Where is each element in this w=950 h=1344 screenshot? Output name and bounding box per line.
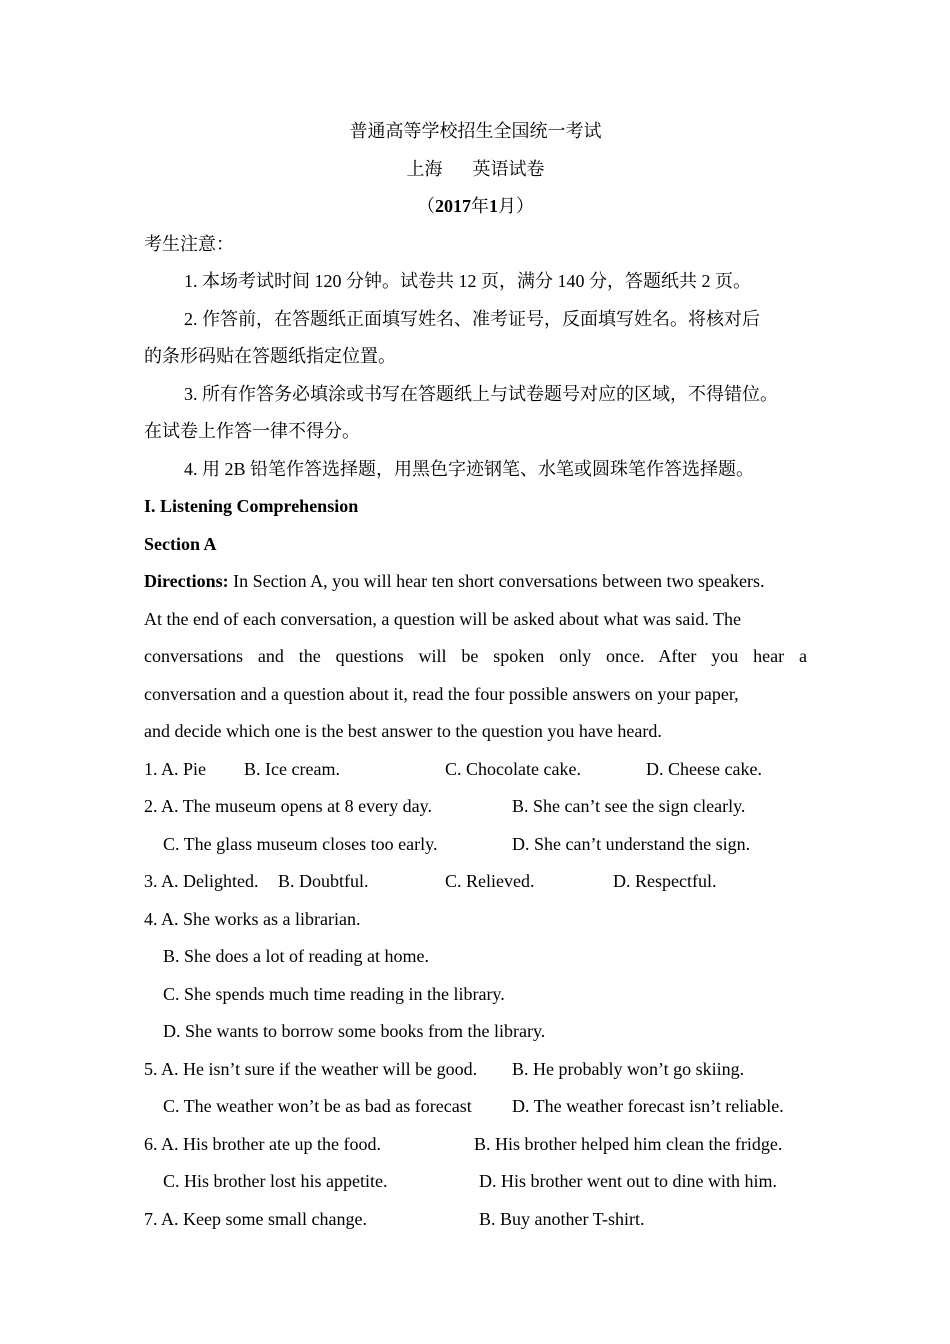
question-3	[144, 863, 807, 901]
part-title: I. Listening Comprehension	[144, 496, 359, 516]
directions-line: conversations and the questions will be spoken only once. After you hear a	[144, 646, 807, 666]
question-2	[144, 788, 807, 826]
directions-line	[144, 563, 807, 601]
subject-label: 英语试卷	[472, 158, 545, 179]
month-suffix: 月）	[498, 196, 534, 216]
notice-item-continued: 的条形码贴在答题纸指定位置。	[144, 346, 396, 366]
option-b: B. Ice cream.	[244, 758, 340, 779]
option-b: B. Doubtful.	[278, 871, 369, 891]
exam-year: 2017	[435, 196, 471, 216]
option-d: D. Respectful.	[613, 871, 717, 891]
question-1	[144, 751, 807, 789]
option-b: B. His brother helped him clean the fridge.	[474, 1133, 783, 1154]
option-b: B. He probably won’t go skiing.	[512, 1058, 745, 1079]
option-b: B. Buy another T-shirt.	[479, 1208, 645, 1229]
option-c: C. Relieved.	[445, 871, 535, 891]
option-d: D. Cheese cake.	[646, 758, 762, 779]
exam-subtitle	[144, 151, 807, 189]
notice-item-continued: 在试卷上作答一律不得分。	[144, 421, 360, 441]
notice-item: 2. 作答前，在答题纸正面填写姓名、准考证号，反面填写姓名。将核对后	[184, 308, 760, 329]
directions-label: Directions:	[144, 571, 229, 591]
directions-line: and decide which one is the best answer to the question you have heard.	[144, 721, 662, 741]
option-d: D. The weather forecast isn’t reliable.	[512, 1096, 784, 1116]
question-5	[144, 1051, 807, 1089]
notice-item: 4. 用 2B 铅笔作答选择题，用黑色字迹钢笔、水笔或圆珠笔作答选择题。	[184, 458, 755, 479]
directions-text: In Section A, you will hear ten short conversations between two speakers.	[228, 571, 765, 591]
question-6	[144, 1126, 807, 1164]
year-suffix: 年	[471, 196, 489, 216]
directions-line: conversation and a question about it, read the four possible answers on your paper,	[144, 683, 739, 704]
option-a: 2. A. The museum opens at 8 every day.	[144, 796, 432, 816]
option-d: D. His brother went out to dine with him.	[479, 1171, 777, 1191]
date-paren-open: （	[417, 196, 435, 216]
option-d: D. She wants to borrow some books from the library.	[163, 1021, 546, 1041]
option-b: B. She can’t see the sign clearly.	[512, 796, 746, 816]
option-c: C. She spends much time reading in the library.	[163, 983, 505, 1004]
option-a: 1. A. Pie	[144, 758, 207, 779]
question-6-continued	[144, 1163, 807, 1201]
option-c: C. Chocolate cake.	[445, 758, 581, 779]
exam-month: 1	[489, 196, 498, 216]
question-4	[144, 901, 807, 939]
exam-date	[144, 188, 807, 226]
region-label: 上海	[406, 158, 443, 179]
option-a: 4. A. She works as a librarian.	[144, 908, 361, 929]
question-5-continued	[144, 1088, 807, 1126]
option-c: C. His brother lost his appetite.	[163, 1171, 388, 1191]
notice-item: 3. 所有作答务必填涂或书写在答题纸上与试卷题号对应的区域，不得错位。	[184, 383, 778, 404]
question-4-continued	[144, 938, 807, 976]
notice-item: 1. 本场考试时间 120 分钟。试卷共 12 页，满分 140 分，答题纸共 2 页。	[184, 271, 751, 291]
option-c: C. The glass museum closes too early.	[163, 833, 438, 854]
option-c: C. The weather won’t be as bad as forecast	[163, 1096, 472, 1116]
section-title: Section A	[144, 533, 217, 554]
question-2-continued	[144, 826, 807, 864]
directions-line: At the end of each conversation, a question will be asked about what was said. The	[144, 608, 741, 629]
option-a: 6. A. His brother ate up the food.	[144, 1133, 381, 1154]
exam-page	[144, 113, 807, 1238]
option-b: B. She does a lot of reading at home.	[163, 946, 429, 966]
question-4-continued	[144, 1013, 807, 1051]
option-a: 5. A. He isn’t sure if the weather will be good.	[144, 1058, 478, 1079]
option-a: 7. A. Keep some small change.	[144, 1208, 367, 1229]
option-a: 3. A. Delighted.	[144, 871, 259, 891]
question-4-continued	[144, 976, 807, 1014]
notice-heading: 考生注意：	[144, 233, 234, 254]
option-d: D. She can’t understand the sign.	[512, 833, 751, 854]
exam-title: 普通高等学校招生全国统一考试	[349, 121, 602, 141]
question-7	[144, 1201, 807, 1239]
